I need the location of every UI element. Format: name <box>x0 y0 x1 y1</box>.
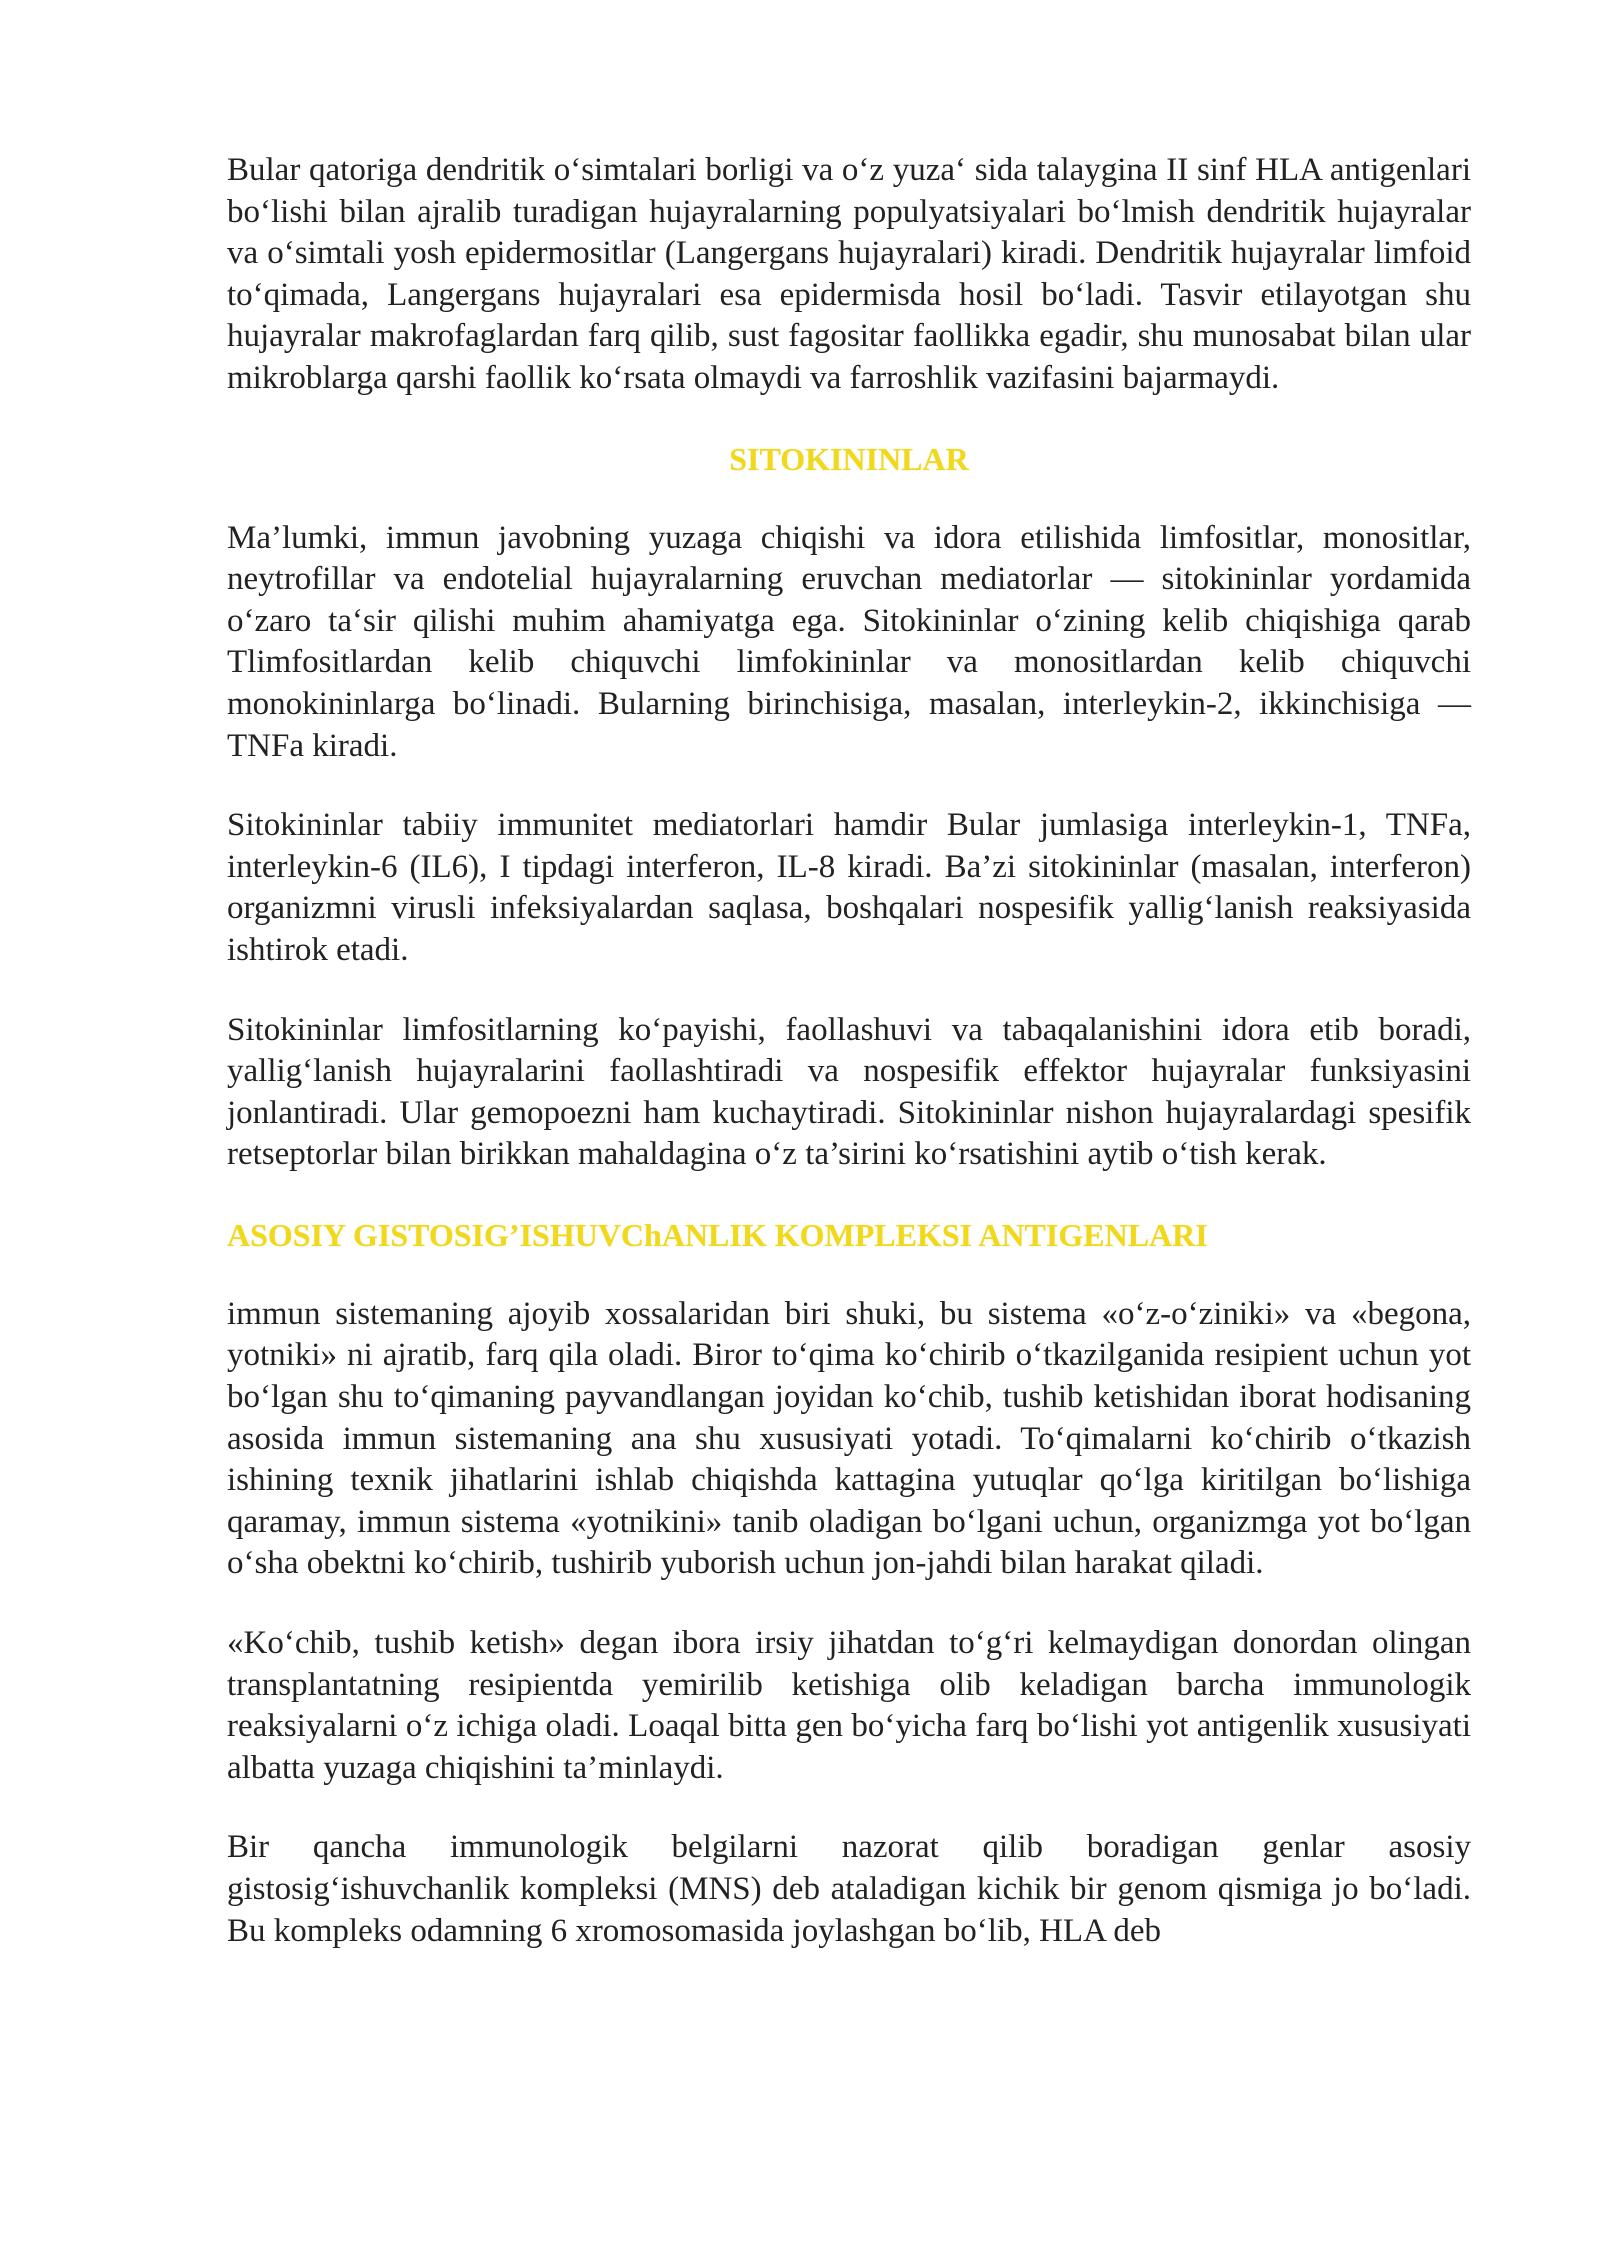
paragraph-sitokininlar-3: Sitokininlar limfositlarning koʻpayishi, faollashuvi va tabaqalanishini idora etib boradi, yalligʻlanish hujayralarini faollashtiradi va nospesifik effektor hujayralar funksiyasini jonlantiradi. Ular gemopoezni ham kuchaytiradi. Sitokininlar nishon hujayralardagi spesifik retseptorlar bilan birikkan mahaldagina oʻz ta’sirini koʻrsatishini aytib oʻtish kerak. <box>227 1011 1471 1173</box>
document-page <box>227 150 1471 1990</box>
heading-sitokininlar: SITOKININLAR <box>729 440 969 477</box>
paragraph-sitokininlar-2: Sitokininlar tabiiy immunitet mediatorlari hamdir Bular jumlasiga interleykin-1, TNFa, interleykin-6 (IL6), I tipdagi interferon, IL-8 kiradi. Ba’zi sitokininlar (masalan, interferon) organizmni virusli infeksiyalardan saqlasa, boshqalari nospesifik yalligʻlanish reaksiyasida ishtirok etadi. <box>227 807 1471 968</box>
heading-mns-antigenlari: ASOSIY GISTOSIG’ISHUVChANLIK KOMPLEKSI ANTIGENLARI <box>227 1216 1208 1253</box>
paragraph-mns-3: Bir qancha immunologik belgilarni nazorat qilib boradigan genlar asosiy gistosigʻishuvchanlik kompleksi (MNS) deb ataladigan kichik bir genom qismiga jo boʻladi. Bu kompleks odamning 6 xromosomasida joylashgan boʻlib, HLA deb <box>227 1829 1471 1949</box>
paragraph-mns-2: «Koʻchib, tushib ketish» degan ibora irsiy jihatdan toʻgʻri kelmaydigan donordan olingan transplantatning resipientda yemirilib ketishiga olib keladigan barcha immunologik reaksiyalarni oʻz ichiga oladi. Loaqal bitta gen boʻyicha farq boʻlishi yot antigenlik xususiyati albatta yuzaga chiqishini ta’minlaydi. <box>227 1625 1471 1786</box>
paragraph-intro: Bular qatoriga dendritik oʻsimtalari borligi va oʻz yuzaʻ sida talaygina II sinf HLA antigenlari boʻlishi bilan ajralib turadigan hujayralarning populyatsiyalari boʻlmish dendritik hujayralar va oʻsimtali yosh epidermositlar (Langergans hujayralari) kiradi. Dendritik hujayralar limfoid toʻqimada, Langergans hujayralari esa epidermisda hosil boʻladi. Tasvir etilayotgan shu hujayralar makrofaglardan farq qilib, sust fagositar faollikka egadir, shu munosabat bilan ular mikroblarga qarshi faollik koʻrsata olmaydi va farroshlik vazifasini bajarmaydi. <box>227 152 1471 396</box>
paragraph-mns-1: immun sistemaning ajoyib xossalaridan biri shuki, bu sistema «oʻz-oʻziniki» va «begona, yotniki» ni ajratib, farq qila oladi. Biror toʻqima koʻchirib oʻtkazilganida resipient uchun yot boʻlgan shu toʻqimaning payvandlangan joyidan koʻchib, tushib ketishidan iborat hodisaning asosida immun sistemaning ana shu xususiyati yotadi. Toʻqimalarni koʻchirib oʻtkazish ishining texnik jihatlarini ishlab chiqishda kattagina yutuqlar qoʻlga kiritilgan boʻlishiga qaramay, immun sistema «yotnikini» tanib oladigan boʻlgani uchun, organizmga yot boʻlgan oʻsha obektni koʻchirib, tushirib yuborish uchun jon-jahdi bilan harakat qiladi. <box>227 1295 1471 1582</box>
paragraph-sitokininlar-1: Ma’lumki, immun javobning yuzaga chiqishi va idora etilishida limfositlar, monositlar, neytrofillar va endotelial hujayralarning eruvchan mediatorlar — sitokininlar yordamida oʻzaro taʻsir qilishi muhim ahamiyatga ega. Sitokininlar oʻzining kelib chiqishiga qarab Tlimfositlardan kelib chiquvchi limfokininlar va monositlardan kelib chiquvchi monokininlarga boʻlinadi. Bularning birinchisiga, masalan, interleykin-2, ikkinchisiga — TNFa kiradi. <box>227 519 1471 764</box>
